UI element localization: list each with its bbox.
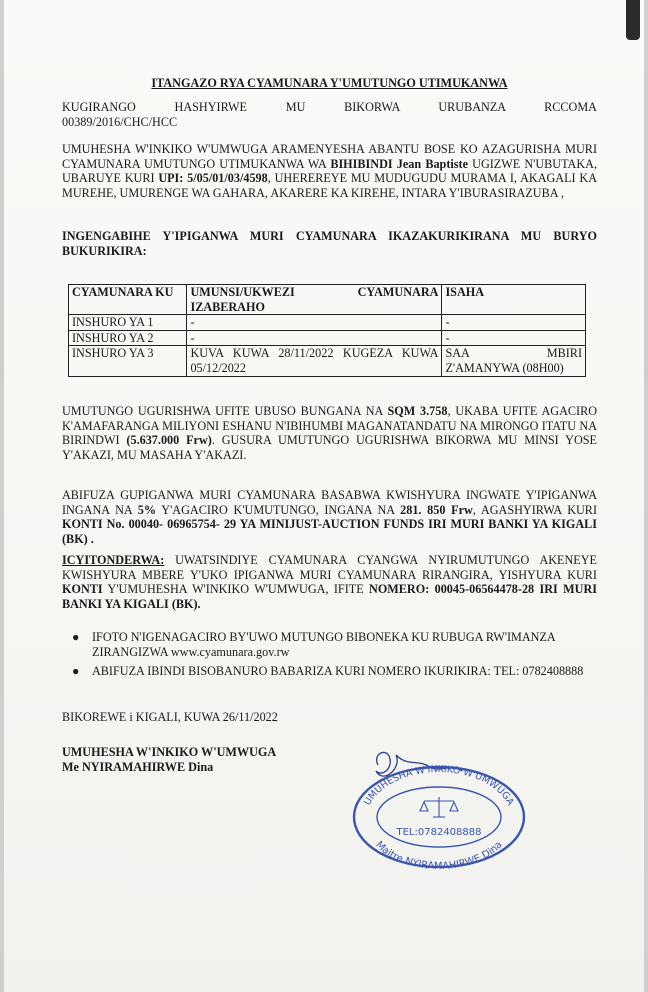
table-cell: - — [187, 315, 442, 331]
table-cell: INSHURO YA 1 — [69, 315, 187, 331]
list-item-text: ABIFUZA IBINDI BISOBANURO BABARIZA KURI NOMERO IKURIKIRA: TEL: 0782408888 — [92, 664, 584, 679]
list-item-text: IFOTO N'IGENAGACIRO BY'UWO MUTUNGO BIBONEKA KU RUBUGA RW'IMANZA ZIRANGIZWA www.cyamunara.gov.rw — [92, 630, 556, 659]
bullet-icon: ● — [72, 664, 80, 679]
signatory-name: Me NYIRAMAHIRWE Dina — [62, 759, 214, 774]
info-list — [62, 630, 597, 684]
bailiff-account: NOMERO: 00045-06564478-28 IRI MURI BANKI YA KIGALI (BK). — [62, 582, 597, 611]
case-reference-line2: 00389/2016/CHC/HCC — [62, 114, 178, 129]
document-page — [4, 0, 644, 992]
bullet-icon: ● — [72, 630, 80, 644]
table-cell: INSHURO YA 2 — [69, 330, 187, 346]
area-value: SQM 3.758 — [387, 404, 448, 418]
deposit-amount: 281. 850 Frw — [400, 502, 473, 517]
deposit-text-1: ABIFUZA GUPIGANWA MURI CYAMUNARA BASABWA KWISHYURA INGWATE Y'IPIGANWA INGANA NA — [62, 488, 597, 517]
deposit-text-2: Y'AGACIRO K'UMUTUNGO, INGANA NA — [156, 502, 401, 517]
stamp-top-text: UMUHESHA W'INKIKO W'UMWUGA — [362, 763, 516, 808]
place-date: BIKOREWE i KIGALI, KUWA 26/11/2022 — [62, 710, 278, 724]
list-item — [62, 630, 597, 659]
auction-schedule-table — [68, 284, 586, 377]
table-row — [69, 315, 586, 331]
table-cell: SAA MBIRI Z'AMANYWA (08H00) — [442, 346, 586, 376]
value-text-1: UMUTUNGO UGURISHWA UFITE UBUSO BUNGANA NA — [62, 404, 388, 418]
deposit-paragraph — [62, 488, 597, 546]
intro-paragraph — [62, 142, 597, 200]
intro-text-3: , UHEREREYE MU MUDUGUDU MURAMA I, AKAGALI KA MUREHE, UMURENGE WA GAHARA, AKARERE KA KIREHE, INTARA Y'IBURASIRAZUBA , — [62, 171, 598, 200]
case-reference-line1: KUGIRANGO HASHYIRWE MU BIKORWA URUBANZA RCCOMA — [62, 100, 597, 114]
table-row — [69, 346, 586, 376]
header-text: UMUNSI/UKWEZI CYAMUNARA IZABERAHO — [190, 285, 439, 314]
case-reference — [62, 100, 597, 129]
konti-label: KONTI — [62, 582, 103, 597]
svg-text:Maitre NYIRAMAHIRWE Dina — [373, 839, 504, 870]
table-cell: KUVA KUWA 28/11/2022 KUGEZA KUWA 05/12/2022 — [187, 346, 442, 376]
table-header-cell: ISAHA — [442, 285, 586, 315]
schedule-heading: INGENGABIHE Y'IPIGANWA MURI CYAMUNARA IKAZAKURIKIRANA MU BURYO BUKURIKIRA: — [62, 229, 597, 258]
auction-account: KONTI No. 00040- 06965754- 29 YA MINIJUST-AUCTION FUNDS IRI MURI BANKI YA KIGALI (BK) . — [62, 517, 597, 546]
table-cell: - — [442, 330, 586, 346]
note-text-2: Y'UMUHESHA W'INKIKO W'UMWUGA, IFITE — [102, 582, 370, 597]
table-header-row — [69, 285, 586, 315]
deposit-percent: 5% — [137, 502, 157, 517]
property-value-amount: (5.637.000 Frw) — [126, 433, 212, 448]
scales-of-justice-icon — [420, 797, 458, 817]
intro-text-2: UGIZWE N'UBUTAKA, UBARUYE KURI — [62, 156, 598, 186]
note-text-1: UWATSINDIYE CYAMUNARA CYANGWA NYIRUMUTUNGO AKENEYE KWISHYURA MBERE Y'UKO IPIGANWA MURI CYAMUNARA RIRANGIRA, YISHYURA KURI — [62, 553, 597, 582]
note-paragraph — [62, 553, 597, 611]
deposit-text-3: , AGASHYIRWA KURI — [472, 502, 597, 517]
property-value-paragraph — [62, 404, 597, 462]
table-cell: INSHURO YA 3 — [69, 346, 187, 376]
owner-name: BIHIBINDI Jean Baptiste — [330, 156, 468, 171]
table-header-cell — [187, 285, 442, 315]
table-header-cell: CYAMUNARA KU — [69, 285, 187, 315]
value-text-2: , UKABA UFITE AGACIRO K'AMAFARANGA MILIYONI ESHANU N'IBIHUMBI MAGANATANDATU NA MIRONGO ITATU NA BIRINDWI — [62, 404, 597, 448]
signatory-role: UMUHESHA W'INKIKO W'UMWUGA — [62, 745, 277, 759]
official-stamp — [344, 745, 534, 870]
intro-text-1: UMUHESHA W'INKIKO W'UMWUGA ARAMENYESHA ABANTU BOSE KO AZAGURISHA MURI CYAMUNARA UMUTUNGO UTIMUKANWA WA — [62, 142, 597, 171]
note-label: ICYITONDERWA: — [62, 553, 165, 567]
table-cell: - — [442, 315, 586, 331]
binder-clip — [626, 0, 640, 40]
upi-number: UPI: 5/05/01/03/4598 — [158, 171, 268, 186]
stamp-tel: TEL:0782408888 — [396, 827, 482, 838]
value-text-3: . GUSURA UMUTUNGO UGURISHWA BIKORWA MU MINSI YOSE Y'AKAZI, MU MASAHA Y'AKAZI. — [62, 433, 597, 462]
list-item — [62, 664, 597, 679]
table-cell: - — [187, 330, 442, 346]
stamp-bottom-text: Maitre NYIRAMAHIRWE Dina — [373, 839, 505, 870]
page-title: ITANGAZO RYA CYAMUNARA Y'UMUTUNGO UTIMUKANWA — [151, 76, 508, 90]
table-row — [69, 330, 586, 346]
